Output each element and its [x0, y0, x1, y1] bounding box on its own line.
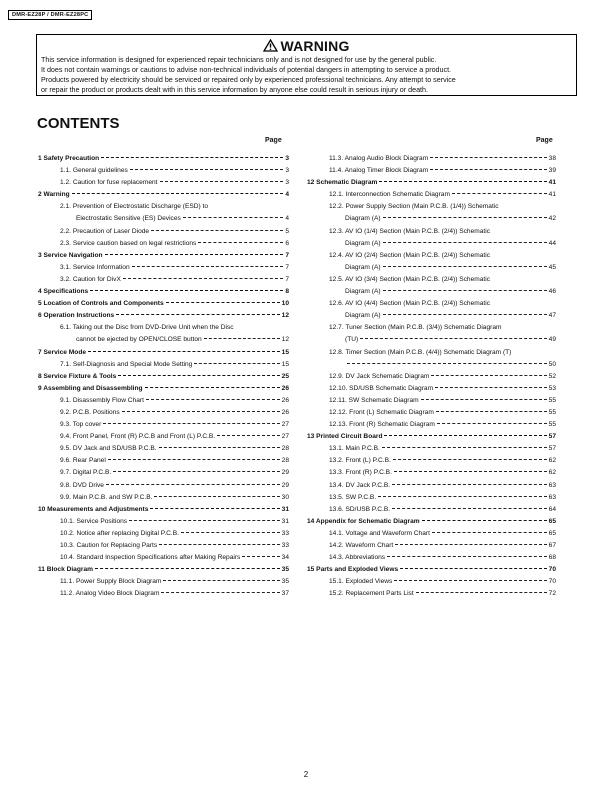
toc-entry-page: 7	[285, 251, 289, 259]
toc-entry-label: 9.1. Disassembly Flow Chart	[60, 396, 144, 404]
toc-leader-line	[90, 290, 283, 291]
toc-entry[interactable]	[38, 419, 289, 431]
toc-entry-page: 70	[548, 578, 556, 586]
toc-entry[interactable]	[38, 250, 289, 262]
toc-entry-label: 2.2. Precaution of Laser Diode	[60, 227, 150, 235]
toc-entry[interactable]	[38, 262, 289, 274]
toc-entry-page: 31	[281, 505, 289, 513]
toc-entry-page: 33	[281, 542, 289, 549]
toc-entry-label: 13.3. Front (R) P.C.B.	[329, 469, 392, 477]
toc-entry-page: 28	[281, 457, 289, 465]
toc-entry-page: 39	[548, 167, 556, 175]
toc-entry-label: 5 Location of Controls and Components	[38, 300, 164, 308]
toc-entry-page: 15	[281, 360, 289, 368]
toc-entry-label: Diagram (A)	[345, 312, 381, 320]
toc-entry-page: 67	[548, 542, 556, 549]
toc-entry-page: 4	[285, 191, 289, 199]
toc-entry[interactable]	[307, 347, 556, 359]
toc-entry[interactable]	[38, 395, 289, 407]
toc-entry[interactable]	[38, 238, 289, 250]
toc-entry-page: 55	[548, 408, 556, 416]
toc-entry-page: 29	[281, 481, 289, 489]
toc-entry-label: 15 Parts and Exploded Views	[307, 566, 399, 574]
toc-entry-label: 9.6. Rear Panel	[60, 457, 106, 465]
toc-entry-page: 4	[285, 215, 289, 223]
toc-entry[interactable]	[307, 504, 556, 516]
toc-entry-label: 10.4. Standard Inspection Specifications after Making Repairs	[60, 554, 241, 562]
toc-entry[interactable]	[307, 552, 556, 564]
toc-entry-label: 2.1. Prevention of Electrostatic Discharge (ESD) to	[60, 203, 209, 211]
toc-entry-page: 38	[548, 155, 556, 162]
toc-entry[interactable]	[307, 443, 556, 455]
toc-entry[interactable]	[307, 165, 556, 177]
toc-entry-label: 12.12. Front (L) Schematic Diagram	[329, 408, 434, 416]
toc-entry-page: 29	[281, 469, 289, 477]
toc-entry-label: 13.4. DV Jack P.C.B.	[329, 481, 391, 489]
toc-entry[interactable]	[307, 177, 556, 189]
toc-entry[interactable]	[38, 286, 289, 298]
toc-leader-line	[430, 169, 546, 170]
toc-entry-page: 7	[285, 263, 289, 271]
toc-entry[interactable]	[38, 201, 289, 213]
toc-entry-page: 3	[285, 167, 289, 175]
toc-entry[interactable]	[38, 177, 289, 189]
toc-entry[interactable]	[307, 383, 556, 395]
toc-entry-page: 45	[548, 263, 556, 271]
toc-leader-line	[422, 520, 547, 521]
toc-entry[interactable]	[38, 455, 289, 467]
toc-entry-page: 44	[548, 239, 556, 247]
toc-leader-line	[161, 592, 279, 593]
toc-leader-line	[421, 399, 547, 400]
toc-entry-label: 6 Operation Instructions	[38, 312, 115, 320]
toc-entry-page: 62	[548, 469, 556, 477]
toc-leader-line	[72, 193, 284, 194]
toc-entry-page: 7	[285, 275, 289, 283]
toc-entry-label: cannot be ejected by OPEN/CLOSE button	[76, 336, 202, 344]
toc-leader-line	[129, 520, 280, 521]
toc-entry[interactable]	[38, 431, 289, 443]
toc-entry[interactable]	[307, 419, 556, 431]
toc-entry-label: 13.6. SD/USB P.C.B.	[329, 505, 391, 513]
toc-entry-page: 68	[548, 554, 556, 562]
toc-leader-line	[217, 435, 280, 436]
toc-entry[interactable]	[307, 407, 556, 419]
toc-entry-page: 46	[548, 288, 556, 296]
toc-entry-label: 9.7. Digital P.C.B.	[60, 469, 112, 477]
toc-entry-label: 14.1. Voltage and Waveform Chart	[329, 529, 430, 537]
toc-entry-page: 12	[281, 336, 289, 344]
warning-line: Products powered by electricity should be serviced or repaired only by experienced professional technicians. Any attempt to service	[41, 76, 456, 84]
toc-entry-page: 27	[281, 421, 289, 429]
toc-leader-line	[383, 290, 547, 291]
page-column-header-left: Page	[265, 137, 282, 144]
toc-entry[interactable]	[307, 153, 556, 165]
toc-leader-line	[394, 471, 547, 472]
toc-entry[interactable]	[307, 540, 556, 552]
toc-entry[interactable]	[307, 564, 556, 576]
toc-entry-label: 9.4. Front Panel, Front (R) P.C.B and Front (L) P.C.B.	[60, 433, 216, 441]
toc-entry-page: 64	[548, 505, 556, 513]
toc-entry-label: 12.2. Power Supply Section (Main P.C.B. (1/4)) Schematic	[329, 203, 499, 211]
toc-leader-line	[123, 278, 283, 279]
toc-entry[interactable]	[38, 153, 289, 165]
toc-leader-line	[392, 484, 547, 485]
warning-title	[37, 38, 576, 54]
toc-entry-label: 12.3. AV IO (1/4) Section (Main P.C.B. (2/4)) Schematic	[329, 227, 491, 235]
toc-leader-line	[437, 423, 547, 424]
warning-line: This service information is designed for experienced repair technicians only and is not designed for use by the general public.	[41, 56, 437, 64]
toc-entry[interactable]	[38, 347, 289, 359]
toc-entry-label: 14.2. Waveform Chart	[329, 542, 394, 549]
toc-leader-line	[432, 532, 547, 533]
warning-title-text: WARNING	[280, 38, 350, 54]
toc-entry-label: 12.10. SD/USB Schematic Diagram	[329, 384, 434, 392]
toc-entry[interactable]	[307, 395, 556, 407]
toc-leader-line	[452, 193, 547, 194]
toc-leader-line	[159, 544, 280, 545]
toc-leader-line	[95, 568, 280, 569]
model-tag: DMR-EZ28P / DMR-EZ28PC	[8, 10, 92, 20]
toc-entry-label: (TU)	[345, 336, 359, 344]
toc-entry-page: 30	[281, 493, 289, 501]
toc-entry[interactable]	[307, 455, 556, 467]
toc-entry[interactable]	[307, 201, 556, 213]
toc-entry[interactable]	[38, 226, 289, 238]
toc-entry-label: 9 Assembling and Disassembling	[38, 384, 143, 392]
toc-entry-page: 26	[281, 384, 289, 392]
toc-entry-page: 65	[548, 517, 556, 525]
toc-leader-line	[145, 387, 280, 388]
toc-entry-label: 9.8. DVD Drive	[60, 481, 104, 489]
toc-leader-line	[382, 447, 547, 448]
toc-leader-line	[159, 447, 280, 448]
toc-entry[interactable]	[38, 480, 289, 492]
toc-leader-line	[430, 157, 546, 158]
toc-entry-label: 13.1. Main P.C.B.	[329, 445, 380, 453]
toc-entry[interactable]	[38, 443, 289, 455]
toc-entry-page: 41	[548, 191, 556, 199]
toc-leader-line	[431, 375, 546, 376]
toc-leader-line	[150, 508, 279, 509]
toc-entry[interactable]	[307, 516, 556, 528]
toc-entry[interactable]	[38, 274, 289, 286]
toc-entry-page: 63	[548, 493, 556, 501]
toc-leader-line	[130, 169, 284, 170]
toc-leader-line	[392, 508, 547, 509]
toc-entry-label: 9.3. Top cover	[60, 421, 102, 429]
page-number: 2	[303, 770, 309, 779]
toc-entry-page: 55	[548, 396, 556, 404]
toc-leader-line	[393, 459, 547, 460]
toc-entry[interactable]	[38, 310, 289, 322]
toc-entry-page: 33	[281, 529, 289, 537]
toc-entry[interactable]	[38, 189, 289, 201]
toc-entry-page: 3	[285, 179, 289, 187]
toc-leader-line	[379, 181, 546, 182]
toc-entry[interactable]	[38, 359, 289, 371]
toc-entry-page: 35	[281, 566, 289, 574]
toc-leader-line	[163, 580, 279, 581]
toc-leader-line	[198, 242, 283, 243]
toc-leader-line	[108, 459, 280, 460]
toc-entry-label: 6.1. Taking out the Disc from DVD-Drive Unit when the Disc	[60, 324, 234, 332]
toc-entry-label: 11.4. Analog Timer Block Diagram	[329, 167, 429, 175]
toc-entry-label: 12.6. AV IO (4/4) Section (Main P.C.B. (2/4)) Schematic	[329, 300, 491, 308]
toc-leader-line	[122, 411, 280, 412]
toc-entry[interactable]	[38, 407, 289, 419]
toc-leader-line	[181, 532, 280, 533]
toc-entry[interactable]	[307, 371, 556, 383]
toc-entry-page: 42	[548, 215, 556, 223]
toc-entry-page: 37	[281, 590, 289, 598]
toc-entry-page: 15	[281, 348, 289, 356]
toc-entry[interactable]	[38, 298, 289, 310]
toc-leader-line	[160, 181, 284, 182]
toc-entry-label: 12.9. DV Jack Schematic Diagram	[329, 372, 430, 380]
toc-entry-label: Diagram (A)	[345, 239, 381, 247]
toc-entry-page: 35	[281, 578, 289, 586]
toc-leader-line	[154, 496, 279, 497]
page-column-header-right: Page	[536, 137, 553, 144]
toc-entry-page: 65	[548, 529, 556, 537]
toc-entry-label: 12.11. SW Schematic Diagram	[329, 396, 419, 404]
toc-column-right	[307, 153, 556, 600]
toc-entry-page: 62	[548, 457, 556, 465]
toc-entry-page: 5	[285, 227, 289, 235]
toc-entry[interactable]	[38, 516, 289, 528]
toc-leader-line	[400, 568, 547, 569]
toc-entry-label: 12 Schematic Diagram	[307, 179, 378, 187]
toc-entry-page: 12	[281, 312, 289, 320]
toc-entry[interactable]	[307, 480, 556, 492]
toc-entry[interactable]	[38, 467, 289, 479]
toc-entry[interactable]	[38, 371, 289, 383]
toc-entry-page: 34	[281, 554, 289, 562]
toc-entry[interactable]	[38, 322, 289, 334]
toc-entry-label: 14.3. Abbreviations	[329, 554, 386, 562]
toc-leader-line	[436, 411, 547, 412]
toc-entry-label: 9.2. P.C.B. Positions	[60, 408, 120, 416]
toc-entry-label: 9.5. DV Jack and SD/USB P.C.B.	[60, 445, 157, 453]
toc-entry-label: 7 Service Mode	[38, 348, 87, 356]
toc-entry-label: 3.2. Caution for DivX	[60, 275, 121, 283]
toc-entry-page: 3	[285, 155, 289, 162]
toc-entry[interactable]	[38, 540, 289, 552]
toc-entry[interactable]	[307, 189, 556, 201]
toc-entry[interactable]	[38, 492, 289, 504]
toc-entry-label: 13.5. SW P.C.B.	[329, 493, 377, 501]
toc-entry-label: 11.3. Analog Audio Block Diagram	[329, 155, 429, 162]
toc-entry-label: 2 Warning	[38, 191, 70, 199]
toc-entry[interactable]	[307, 528, 556, 540]
toc-entry[interactable]	[38, 383, 289, 395]
toc-entry-label: 12.5. AV IO (3/4) Section (Main P.C.B. (2/4)) Schematic	[329, 275, 491, 283]
toc-entry-page: 26	[281, 408, 289, 416]
toc-leader-line	[151, 230, 283, 231]
toc-entry-label: 1.2. Caution for fuse replacement	[60, 179, 158, 187]
toc-entry-label: 13.2. Front (L) P.C.B.	[329, 457, 391, 465]
toc-entry-label: 10.1. Service Positions	[60, 517, 128, 525]
toc-leader-line	[132, 266, 284, 267]
toc-leader-line	[383, 266, 547, 267]
toc-leader-line	[146, 399, 280, 400]
toc-entry-page: 53	[548, 384, 556, 392]
warning-line: or repair the product or products dealt with in this service information by anyone else could result in serious injury or death.	[41, 86, 428, 94]
toc-entry[interactable]	[38, 528, 289, 540]
toc-entry[interactable]	[307, 492, 556, 504]
toc-leader-line	[118, 375, 279, 376]
toc-entry-label: 10.2. Notice after replacing Digital P.C.B.	[60, 529, 179, 537]
toc-leader-line	[360, 338, 546, 339]
toc-entry-label: 10 Measurements and Adjustments	[38, 505, 149, 513]
toc-entry-label: 8 Service Fixture & Tools	[38, 372, 117, 380]
toc-leader-line	[116, 314, 279, 315]
toc-entry-page: 6	[285, 239, 289, 247]
toc-leader-line	[204, 338, 280, 339]
toc-leader-line	[347, 363, 547, 364]
toc-column-left	[38, 153, 289, 600]
toc-leader-line	[435, 387, 547, 388]
toc-leader-line	[106, 484, 280, 485]
toc-leader-line	[183, 217, 284, 218]
toc-entry-page: 47	[548, 312, 556, 320]
toc-leader-line	[416, 592, 547, 593]
toc-leader-line	[101, 157, 283, 158]
toc-leader-line	[395, 544, 546, 545]
toc-entry[interactable]	[38, 165, 289, 177]
toc-entry[interactable]	[38, 588, 289, 600]
toc-leader-line	[387, 556, 547, 557]
toc-entry[interactable]	[307, 213, 556, 225]
toc-entry-label: Diagram (A)	[345, 215, 381, 223]
toc-entry-label: 12.13. Front (R) Schematic Diagram	[329, 421, 435, 429]
toc-entry-label: 3.1. Service Information	[60, 263, 130, 271]
toc-entry-page: 55	[548, 421, 556, 429]
toc-entry-label: 12.8. Timer Section (Main P.C.B. (4/4)) Schematic Diagram (T)	[329, 348, 512, 356]
toc-entry-page: 50	[548, 360, 556, 368]
toc-entry-page: 72	[548, 590, 556, 598]
toc-entry[interactable]	[307, 262, 556, 274]
toc-leader-line	[113, 471, 279, 472]
toc-entry-page: 63	[548, 481, 556, 489]
toc-entry-label: 12.4. AV IO (2/4) Section (Main P.C.B. (2/4)) Schematic	[329, 251, 491, 259]
toc-entry-label: 1 Safety Precaution	[38, 155, 100, 162]
toc-leader-line	[383, 242, 547, 243]
toc-entry-label: 7.1. Self-Diagnosis and Special Mode Setting	[60, 360, 193, 368]
toc-entry-page: 57	[548, 445, 556, 453]
warning-triangle-icon	[263, 39, 278, 52]
toc-leader-line	[384, 435, 546, 436]
toc-entry-page: 8	[285, 288, 289, 296]
toc-entry[interactable]	[307, 298, 556, 310]
toc-entry[interactable]	[38, 213, 289, 225]
warning-line: It does not contain warnings or cautions to advise non-technical individuals of potential dangers in attempting to service a product.	[41, 66, 452, 74]
toc-entry-label: 11.1. Power Supply Block Diagram	[60, 578, 162, 586]
toc-entry-label: Diagram (A)	[345, 263, 381, 271]
toc-entry-label: 11 Block Diagram	[38, 566, 93, 574]
toc-entry-page: 10	[281, 300, 289, 308]
toc-leader-line	[378, 496, 547, 497]
warning-text	[41, 55, 572, 95]
toc-leader-line	[105, 254, 284, 255]
toc-entry-page: 70	[548, 566, 556, 574]
toc-entry-label: 9.9. Main P.C.B. and SW P.C.B.	[60, 493, 153, 501]
toc-entry-page: 27	[281, 433, 289, 441]
toc-entry-page: 57	[548, 433, 556, 441]
toc-entry[interactable]	[307, 359, 556, 371]
toc-leader-line	[103, 423, 279, 424]
toc-entry[interactable]	[307, 322, 556, 334]
toc-entry-page: 41	[548, 179, 556, 187]
toc-leader-line	[194, 363, 279, 364]
toc-leader-line	[394, 580, 546, 581]
toc-entry-page: 26	[281, 396, 289, 404]
toc-leader-line	[88, 351, 280, 352]
toc-entry[interactable]	[307, 431, 556, 443]
toc-entry-page: 25	[281, 372, 289, 380]
toc-entry-label: Electrostatic Sensitive (ES) Devices	[76, 215, 181, 223]
toc-entry[interactable]	[307, 274, 556, 286]
toc-entry-page: 49	[548, 336, 556, 344]
toc-entry[interactable]	[38, 504, 289, 516]
toc-entry[interactable]	[307, 250, 556, 262]
toc-entry[interactable]	[307, 576, 556, 588]
toc-entry-label: 12.1. Interconnection Schematic Diagram	[329, 191, 450, 199]
toc-entry[interactable]	[307, 334, 556, 346]
toc-entry-page: 28	[281, 445, 289, 453]
toc-entry-label: 2.3. Service caution based on legal restrictions	[60, 239, 197, 247]
toc-leader-line	[383, 314, 547, 315]
toc-leader-line	[166, 302, 280, 303]
toc-entry-label: 15.2. Replacement Parts List	[329, 590, 414, 598]
toc-entry-label: 10.3. Caution for Replacing Parts	[60, 542, 158, 549]
toc-entry[interactable]	[38, 552, 289, 564]
toc-leader-line	[383, 217, 547, 218]
toc-leader-line	[242, 556, 279, 557]
toc-entry-label: 14 Appendix for Schematic Diagram	[307, 517, 420, 525]
toc-entry-label: 1.1. General guidelines	[60, 167, 128, 175]
toc-entry[interactable]	[307, 226, 556, 238]
toc-entry-page: 52	[548, 372, 556, 380]
toc-entry[interactable]	[307, 286, 556, 298]
toc-entry-label: 12.7. Tuner Section (Main P.C.B. (3/4)) Schematic Diagram	[329, 324, 502, 332]
warning-box	[36, 34, 577, 96]
toc-entry-label: 3 Service Navigation	[38, 251, 103, 259]
toc-entry[interactable]	[38, 334, 289, 346]
toc-entry[interactable]	[307, 467, 556, 479]
toc-entry[interactable]	[38, 576, 289, 588]
toc-entry-label: 15.1. Exploded Views	[329, 578, 393, 586]
toc-entry[interactable]	[307, 588, 556, 600]
toc-entry-label: 11.2. Analog Video Block Diagram	[60, 590, 160, 598]
toc-entry[interactable]	[307, 310, 556, 322]
toc-entry-label: Diagram (A)	[345, 288, 381, 296]
toc-entry[interactable]	[38, 564, 289, 576]
toc-entry-label: 4 Specifications	[38, 288, 89, 296]
contents-title: CONTENTS	[37, 115, 120, 132]
toc-entry[interactable]	[307, 238, 556, 250]
toc-entry-label: 13 Printed Circuit Board	[307, 433, 383, 441]
toc-entry-page: 31	[281, 517, 289, 525]
